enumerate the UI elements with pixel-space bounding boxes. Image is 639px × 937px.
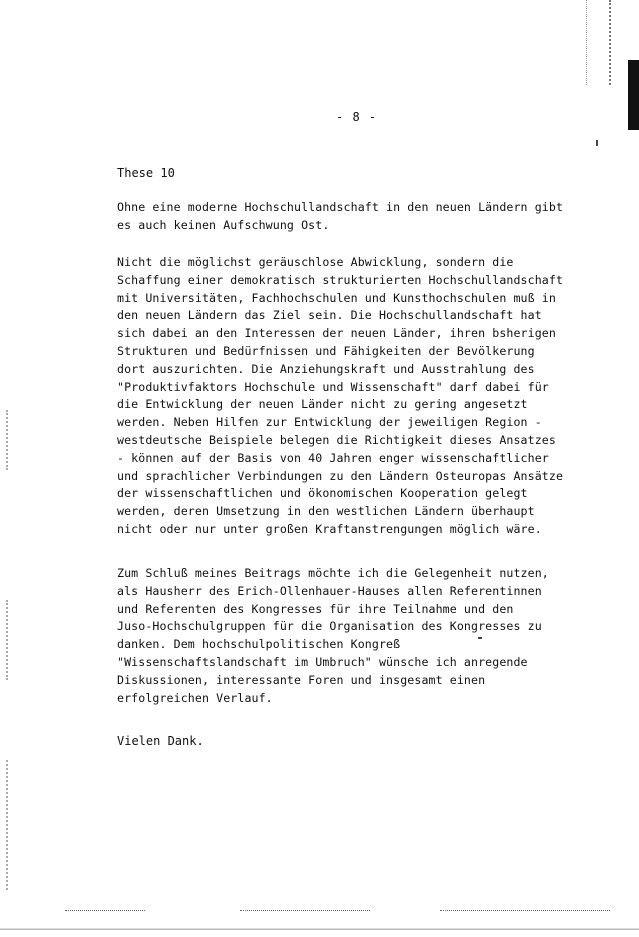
scan-artifact bbox=[240, 910, 370, 914]
scan-speck bbox=[596, 140, 598, 146]
scan-artifact bbox=[6, 600, 18, 680]
paragraph-1: Ohne eine moderne Hochschullandschaft in den neuen Ländern gibt es auch keinen Aufschwung Ost. bbox=[117, 200, 564, 232]
paragraph-3: Zum Schluß meines Beitrags möchte ich die Gelegenheit nutzen, als Hausherr des Erich-Ollenhauer-Hauses allen Referentinnen und Referenten des Kongresses für ihre Teilnahme und den Juso-Hochschulgruppen für die Organisation des Kongresses zu danken. Dem hochschulpolitischen Kongreß "Wissenschaftslandschaft im Umbruch" wünsche ich anregende Diskussionen, interessante Foren und insgesamt einen erfolgreichen Verlauf. bbox=[117, 566, 549, 705]
scan-bottom-edge bbox=[0, 918, 639, 937]
scan-artifact bbox=[6, 760, 18, 890]
closing-line: Vielen Dank. bbox=[117, 734, 204, 748]
page-number: - 8 - bbox=[336, 110, 378, 124]
scan-artifact bbox=[6, 410, 18, 470]
scan-edge-mark bbox=[628, 60, 639, 130]
paragraph-2: Nicht die möglichst geräuschlose Abwicklung, sondern die Schaffung einer demokratisch strukturierten Hochschullandschaft mit Universitäten, Fachhochschulen und Kunsthochschulen muß in den neuen Ländern das Ziel sein. Die Hochschullandschaft hat sich dabei an den Interessen der neuen Länder, ihren bsherigen Strukturen und Bedürfnissen und Fähigkeiten der Bevölkerung dort auszurichten. Die Anziehungskraft und Ausstrahlung des "Produktivfaktors Hochschule und Wissenschaft" darf dabei für die Entwicklung der neuen Länder nicht zu gering angesetzt werden. Neben Hilfen zur Entwicklung der jeweiligen Region - westdeutsche Beispiele belegen die Richtigkeit dieses Ansatzes - können auf der Basis von 40 Jahren enger wissenschaftlicher und sprachlicher Verbindungen zu den Ländern Osteuropas Ansätze der wissenschaftlichen und ökonomischen Kooperation gelegt werden, deren Umsetzung in den westlichen Ländern überhaupt nicht oder nur unter großen Kraftanstrengungen möglich wäre. bbox=[117, 255, 564, 536]
section-heading: These 10 bbox=[117, 166, 175, 180]
scan-artifact bbox=[586, 0, 611, 85]
scan-artifact bbox=[65, 910, 145, 914]
scan-artifact bbox=[440, 910, 610, 914]
